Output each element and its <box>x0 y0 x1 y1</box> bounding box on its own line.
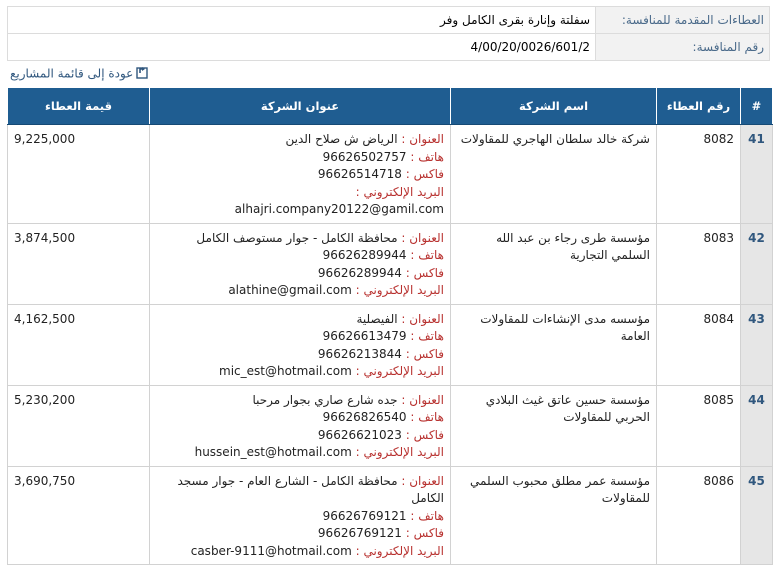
fax-value: 96626289944 <box>317 265 402 280</box>
email-label: البريد الإلكتروني : <box>355 364 444 378</box>
bid-number: 8082 <box>657 125 741 224</box>
phone-label: هاتف : <box>410 149 444 164</box>
tender-number-value <box>8 34 596 61</box>
phone-line <box>156 508 444 526</box>
fax-line <box>156 427 444 445</box>
bid-value: 4,162,500 <box>8 304 150 385</box>
header-index: # <box>741 88 773 125</box>
header-bid-number: رقم العطاء <box>657 88 741 125</box>
fax-value: 96626769121 <box>317 526 402 540</box>
fax-line <box>156 346 444 364</box>
fax-value: 96626621023 <box>317 427 402 442</box>
phone-line <box>156 328 444 346</box>
table-row <box>8 385 773 466</box>
company-address-cell <box>150 385 451 466</box>
table-row <box>8 466 773 565</box>
fax-label: فاكس : <box>405 526 444 540</box>
fax-line <box>156 525 444 543</box>
row-index[interactable]: 45 <box>741 466 773 565</box>
back-link-label: عودة إلى قائمة المشاريع <box>10 66 134 81</box>
row-index[interactable]: 41 <box>741 125 773 224</box>
email-value: alathine@gmail.com <box>228 283 352 297</box>
address-line <box>156 473 444 508</box>
header-bid-value: قيمة العطاء <box>8 88 150 125</box>
tender-number-row <box>8 34 770 61</box>
tender-info-table <box>7 6 770 61</box>
tender-title-row <box>8 7 770 34</box>
address-value: الفيصلية <box>356 311 398 326</box>
email-line <box>156 543 444 561</box>
email-label: البريد الإلكتروني : <box>355 445 444 459</box>
bid-value: 3,690,750 <box>8 466 150 565</box>
tender-number-label: رقم المنافسة: <box>596 34 770 61</box>
header-company-address: عنوان الشركة <box>150 88 451 125</box>
phone-label: هاتف : <box>410 508 444 523</box>
address-value: محافظة الكامل - الشارع العام - جوار مسجد الكامل <box>177 473 444 505</box>
address-value: محافظة الكامل - جوار مستوصف الكامل <box>196 230 398 245</box>
tender-title-label: العطاءات المقدمة للمنافسة: <box>596 7 770 34</box>
address-label: العنوان : <box>401 230 444 245</box>
bid-value: 3,874,500 <box>8 223 150 304</box>
company-address-cell <box>150 125 451 224</box>
address-line <box>156 230 444 248</box>
row-index[interactable]: 42 <box>741 223 773 304</box>
table-row <box>8 223 773 304</box>
row-index[interactable]: 43 <box>741 304 773 385</box>
company-name: مؤسسة طرى رجاء بن عبد الله السلمي التجارية <box>451 223 657 304</box>
fax-value: 96626514718 <box>317 167 402 181</box>
address-label: العنوان : <box>401 311 444 326</box>
email-line <box>156 282 444 300</box>
back-to-projects-link[interactable] <box>10 66 150 84</box>
address-line <box>156 311 444 329</box>
tender-number-text: 4/00/20/0026/601/2 <box>470 40 590 54</box>
phone-value: 96626769121 <box>322 508 407 523</box>
email-value: casber-9111@hotmail.com <box>190 543 352 558</box>
company-name: مؤسسة حسين عاتق غيث البلادي الحربي للمقاولات <box>451 385 657 466</box>
phone-value: 96626502757 <box>322 149 407 164</box>
address-value: الرياض ش صلاح الدين <box>285 132 398 146</box>
tender-title-value: سفلتة وإنارة بقرى الكامل وفر <box>8 7 596 34</box>
email-value: alhajri.company20122@gamil.com <box>234 202 444 216</box>
email-line <box>156 444 444 462</box>
fax-line <box>156 265 444 283</box>
fax-label: فاكس : <box>405 167 444 181</box>
phone-label: هاتف : <box>410 410 444 424</box>
table-row <box>8 125 773 224</box>
address-line <box>156 131 444 149</box>
phone-line <box>156 247 444 265</box>
email-value: mic_est@hotmail.com <box>219 364 352 378</box>
bid-number: 8083 <box>657 223 741 304</box>
phone-label: هاتف : <box>410 329 444 343</box>
fax-line <box>156 166 444 184</box>
bids-table-header <box>8 88 773 125</box>
return-arrow-icon <box>136 66 150 82</box>
bid-value: 9,225,000 <box>8 125 150 224</box>
phone-value: 96626289944 <box>322 248 407 262</box>
phone-line <box>156 409 444 427</box>
bid-number: 8086 <box>657 466 741 565</box>
fax-value: 96626213844 <box>317 346 402 361</box>
phone-value: 96626826540 <box>322 410 407 424</box>
address-label: العنوان : <box>401 392 444 407</box>
address-line <box>156 392 444 410</box>
row-index[interactable]: 44 <box>741 385 773 466</box>
company-name: مؤسسة عمر مطلق محبوب السلمي للمقاولات <box>451 466 657 565</box>
email-label: البريد الإلكتروني : <box>355 184 444 199</box>
email-label: البريد الإلكتروني : <box>355 543 444 558</box>
table-row <box>8 304 773 385</box>
company-address-cell <box>150 223 451 304</box>
header-company-name: اسم الشركة <box>451 88 657 125</box>
bid-value: 5,230,200 <box>8 385 150 466</box>
company-name: مؤسسه مدى الإنشاءات للمقاولات العامة <box>451 304 657 385</box>
address-label: العنوان : <box>401 473 444 488</box>
company-address-cell <box>150 466 451 565</box>
bid-number: 8084 <box>657 304 741 385</box>
email-label: البريد الإلكتروني : <box>355 283 444 297</box>
address-label: العنوان : <box>401 132 444 146</box>
email-value: hussein_est@hotmail.com <box>194 445 352 459</box>
bids-table <box>7 87 773 565</box>
phone-label: هاتف : <box>410 248 444 262</box>
phone-line <box>156 149 444 167</box>
fax-label: فاكس : <box>405 427 444 442</box>
company-address-cell <box>150 304 451 385</box>
fax-label: فاكس : <box>405 265 444 280</box>
email-line <box>156 184 444 219</box>
fax-label: فاكس : <box>405 346 444 361</box>
email-line <box>156 363 444 381</box>
bid-number: 8085 <box>657 385 741 466</box>
phone-value: 96626613479 <box>322 329 407 343</box>
company-name: شركة خالد سلطان الهاجري للمقاولات <box>451 125 657 224</box>
address-value: جده شارع صاري بجوار مرحبا <box>252 392 398 407</box>
